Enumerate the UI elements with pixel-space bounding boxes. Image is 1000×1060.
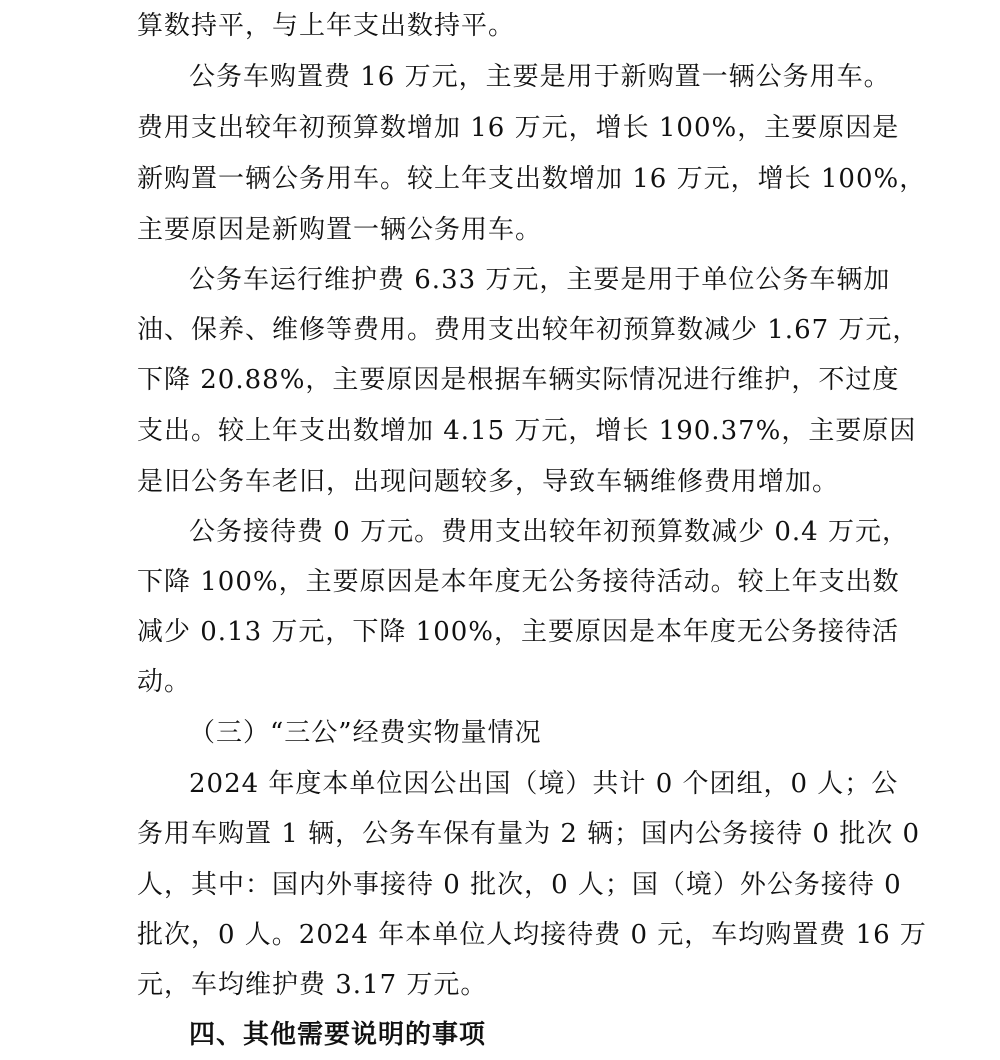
text-line: 算数持平，与上年支出数持平。 [137,11,516,41]
text-line: 公务车购置费 16 万元，主要是用于新购置一辆公务用车。 [189,62,891,92]
text-line: 费用支出较年初预算数增加 16 万元，增长 100%，主要原因是 [137,113,900,143]
text-line: 新购置一辆公务用车。较上年支出数增加 16 万元，增长 100%， [137,164,927,194]
text-line: 公务车运行维护费 6.33 万元，主要是用于单位公务车辆加 [189,265,891,295]
text-line: 人，其中：国内外事接待 0 批次，0 人；国（境）外公务接待 0 [137,870,902,900]
section-subheading: （三）“三公”经费实物量情况 [189,718,542,748]
text-line: 元，车均维护费 3.17 万元。 [137,970,488,1000]
text-line: 2024 年度本单位因公出国（境）共计 0 个团组，0 人；公 [189,769,899,799]
text-line: 减少 0.13 万元，下降 100%，主要原因是本年度无公务接待活 [137,617,900,647]
text-line: 主要原因是新购置一辆公务用车。 [137,215,543,245]
text-line: 公务接待费 0 万元。费用支出较年初预算数减少 0.4 万元， [189,517,909,547]
text-line: 油、保养、维修等费用。费用支出较年初预算数减少 1.67 万元， [137,315,920,345]
text-line: 下降 20.88%，主要原因是根据车辆实际情况进行维护，不过度 [137,365,900,395]
text-line: 动。 [137,667,192,697]
text-line: 是旧公务车老旧，出现问题较多，导致车辆维修费用增加。 [137,467,840,497]
section-heading: 四、其他需要说明的事项 [189,1020,487,1050]
text-line: 批次，0 人。2024 年本单位人均接待费 0 元，车均购置费 16 万 [137,920,927,950]
text-line: 支出。较上年支出数增加 4.15 万元，增长 190.37%，主要原因 [137,416,917,446]
text-line: 务用车购置 1 辆，公务车保有量为 2 辆；国内公务接待 0 批次 0 [137,819,921,849]
text-line: 下降 100%，主要原因是本年度无公务接待活动。较上年支出数 [137,567,900,597]
